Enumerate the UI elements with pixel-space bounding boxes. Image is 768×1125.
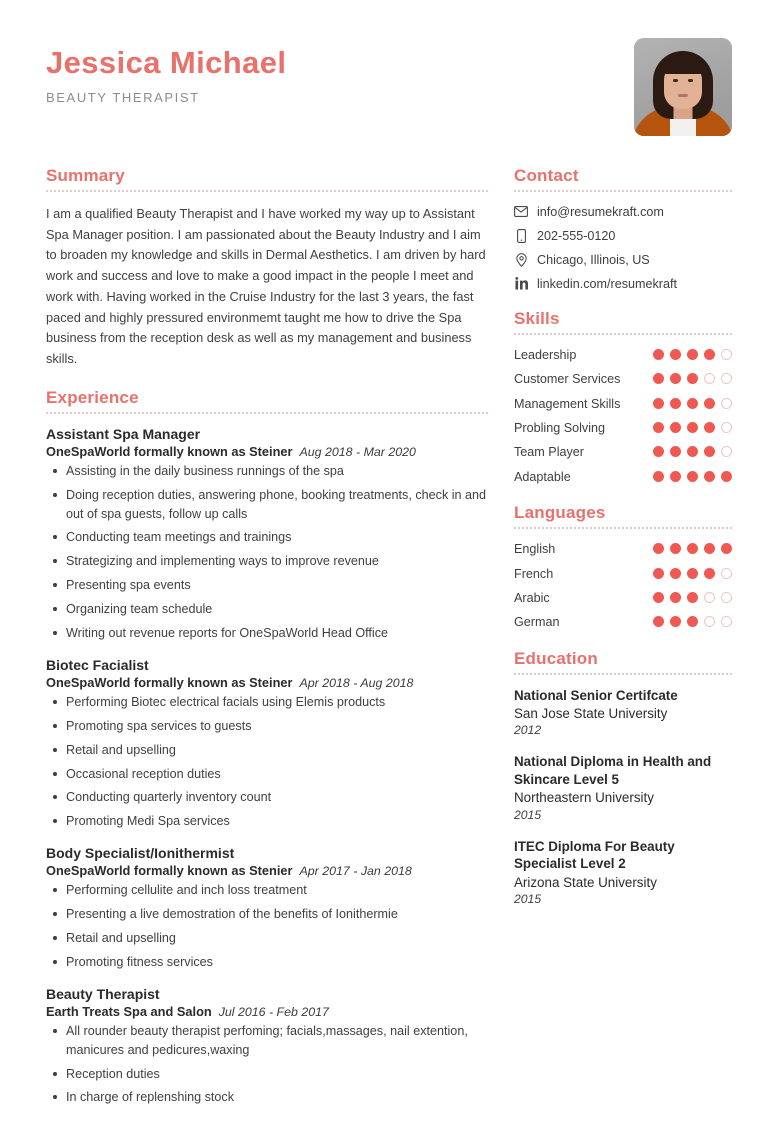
language-label: French: [514, 566, 554, 581]
rating-dot-filled: [704, 422, 715, 433]
section-education: [514, 649, 732, 906]
experience-bullet: Strategizing and implementing ways to improve revenue: [46, 552, 488, 571]
rating-dot-filled: [687, 616, 698, 627]
rating-dot-filled: [653, 373, 664, 384]
section-summary: [46, 166, 488, 370]
avatar-fringe: [661, 56, 705, 74]
experience-role: Beauty Therapist: [46, 985, 160, 1002]
skill-label: Leadership: [514, 348, 577, 362]
education-item: [514, 687, 732, 738]
experience-company: OneSpaWorld formally known as Steiner: [46, 674, 293, 690]
rating-dot-empty: [704, 616, 715, 627]
skills-divider: [514, 332, 732, 335]
experience-item: [46, 657, 488, 831]
rating-dot-filled: [670, 422, 681, 433]
rating-dot-filled: [653, 543, 664, 554]
experience-bullet: Doing reception duties, answering phone, booking treatments, check in and out of spa guests, follow up calls: [46, 486, 488, 524]
location-pin-icon: [514, 252, 528, 267]
avatar-eye-left: [673, 79, 678, 82]
rating-dot-filled: [653, 446, 664, 457]
experience-bullet: Performing Biotec electrical facials using Elemis products: [46, 693, 488, 712]
language-label: German: [514, 615, 560, 630]
experience-bullet: Performing cellulite and inch loss treatment: [46, 881, 488, 900]
rating-dot-filled: [670, 568, 681, 579]
experience-item: [46, 986, 488, 1108]
experience-bullet: Reception duties: [46, 1065, 488, 1084]
skill-label: Probling Solving: [514, 421, 606, 436]
rating-dot-filled: [704, 349, 715, 360]
experience-divider: [46, 411, 488, 414]
skill-item: [514, 396, 732, 412]
rating-dot-filled: [653, 616, 664, 627]
rating-dots: [653, 396, 732, 409]
main-column: [46, 166, 488, 1125]
rating-dot-filled: [670, 616, 681, 627]
experience-bullet: Assisting in the daily business runnings of the spa: [46, 462, 488, 481]
education-degree: National Diploma in Health and Skincare Level 5: [514, 754, 712, 787]
rating-dot-filled: [687, 422, 698, 433]
rating-dot-filled: [687, 446, 698, 457]
experience-bullet: Organizing team schedule: [46, 600, 488, 619]
experience-bullet: Writing out revenue reports for OneSpaWorld Head Office: [46, 624, 488, 643]
experience-bullet: Promoting spa services to guests: [46, 717, 488, 736]
linkedin-icon: [514, 276, 528, 291]
rating-dot-filled: [704, 543, 715, 554]
rating-dot-filled: [687, 592, 698, 603]
contact-item[interactable]: [514, 228, 732, 243]
summary-divider: [46, 189, 488, 192]
resume-header: [46, 38, 732, 156]
experience-company: OneSpaWorld formally known as Stenier: [46, 863, 293, 879]
rating-dots: [653, 541, 732, 554]
sidebar-column: [514, 166, 732, 1125]
rating-dot-filled: [704, 398, 715, 409]
avatar: [634, 38, 732, 136]
summary-text: I am a qualified Beauty Therapist and I have worked my way up to Assistant Spa Manager position. I am passionated about the Beauty Industry and I aim to broaden my knowledge and skills in Dermal Aesthetics. I am driven by hard work and success and love to make a good impact in the people I meet and work with. Having worked in the Cruise Industry for the last 3 years, the fast paced and highly pressured environmemt taught me how to drive the Spa business from the reception desk as well as my management and business skills.: [46, 206, 486, 367]
skills-heading: Skills: [514, 309, 560, 328]
education-school: Northeastern University: [514, 790, 654, 806]
rating-dot-filled: [653, 568, 664, 579]
rating-dot-filled: [670, 349, 681, 360]
skill-label: Management Skills: [514, 396, 621, 411]
experience-bullet: Occasional reception duties: [46, 765, 488, 784]
rating-dot-filled: [670, 398, 681, 409]
experience-bullet: Retail and upselling: [46, 741, 488, 760]
experience-role: Assistant Spa Manager: [46, 425, 201, 442]
section-languages: [514, 503, 732, 630]
skill-item: [514, 420, 732, 436]
rating-dot-filled: [687, 349, 698, 360]
rating-dot-filled: [670, 592, 681, 603]
rating-dot-filled: [653, 422, 664, 433]
experience-bullet-list: [46, 462, 488, 643]
experience-dates: Jul 2016 - Feb 2017: [218, 1004, 329, 1019]
contact-heading: Contact: [514, 166, 579, 185]
page-title: Jessica Michael: [46, 45, 287, 80]
language-item: [514, 566, 732, 582]
rating-dot-filled: [687, 398, 698, 409]
education-list: [514, 687, 732, 906]
experience-bullet: Promoting Medi Spa services: [46, 812, 488, 831]
rating-dot-filled: [704, 446, 715, 457]
contact-value: info@resumekraft.com: [537, 204, 664, 219]
rating-dot-filled: [670, 373, 681, 384]
rating-dot-filled: [687, 568, 698, 579]
education-divider: [514, 672, 732, 675]
avatar-lips: [678, 94, 688, 97]
skills-list: [514, 347, 732, 485]
rating-dot-filled: [670, 446, 681, 457]
contact-divider: [514, 189, 732, 192]
language-item: [514, 614, 732, 630]
section-contact: [514, 166, 732, 291]
education-degree: ITEC Diploma For Beauty Specialist Level 2: [514, 838, 675, 872]
rating-dots: [653, 566, 732, 579]
envelope-icon: [514, 204, 528, 219]
rating-dot-filled: [670, 471, 681, 482]
rating-dots: [653, 420, 732, 433]
contact-value: linkedin.com/resumekraft: [537, 276, 677, 291]
rating-dots: [653, 371, 732, 384]
rating-dot-filled: [721, 471, 732, 482]
skill-label: Customer Services: [514, 372, 621, 387]
experience-bullet: Conducting quarterly inventory count: [46, 788, 488, 807]
experience-role: Biotec Facialist: [46, 656, 149, 673]
experience-bullet-list: [46, 881, 488, 972]
experience-role: Body Specialist/Ionithermist: [46, 845, 235, 862]
contact-item[interactable]: [514, 276, 732, 291]
education-year: 2015: [514, 891, 542, 906]
skill-item: [514, 444, 732, 460]
education-school: San Jose State University: [514, 706, 668, 722]
experience-dates: Aug 2018 - Mar 2020: [299, 444, 416, 459]
education-year: 2012: [514, 723, 542, 738]
skill-label: Team Player: [514, 445, 584, 460]
experience-bullet: Retail and upselling: [46, 929, 488, 948]
education-item: [514, 838, 732, 906]
languages-list: [514, 541, 732, 630]
experience-company: OneSpaWorld formally known as Steiner: [46, 443, 293, 459]
rating-dot-filled: [653, 349, 664, 360]
rating-dot-filled: [670, 543, 681, 554]
education-item: [514, 753, 732, 821]
rating-dot-empty: [704, 592, 715, 603]
experience-meta: [46, 1004, 488, 1019]
rating-dot-empty: [721, 446, 732, 457]
header-job-title: BEAUTY THERAPIST: [46, 90, 200, 106]
experience-item: [46, 426, 488, 643]
experience-list: [46, 426, 488, 1108]
contact-item[interactable]: [514, 204, 732, 219]
contact-list: [514, 204, 732, 291]
rating-dot-filled: [721, 543, 732, 554]
rating-dot-filled: [687, 471, 698, 482]
contact-value: Chicago, Illinois, US: [537, 252, 650, 267]
language-item: [514, 541, 732, 557]
section-experience: [46, 388, 488, 1108]
phone-icon: [514, 228, 528, 243]
contact-item[interactable]: [514, 252, 732, 267]
rating-dot-empty: [721, 592, 732, 603]
rating-dot-empty: [721, 568, 732, 579]
experience-item: [46, 845, 488, 972]
education-heading: Education: [514, 648, 598, 668]
experience-bullet: Conducting team meetings and trainings: [46, 528, 488, 547]
skill-label: Adaptable: [514, 469, 571, 484]
rating-dot-empty: [721, 616, 732, 627]
language-label: English: [514, 542, 556, 557]
experience-bullet: Presenting spa events: [46, 576, 488, 595]
rating-dots: [653, 614, 732, 627]
resume-body: [46, 166, 732, 1125]
section-skills: [514, 309, 732, 485]
education-degree: National Senior Certifcate: [514, 687, 678, 703]
rating-dot-filled: [653, 398, 664, 409]
skill-item: [514, 371, 732, 387]
contact-value: 202-555-0120: [537, 228, 616, 243]
rating-dot-filled: [704, 471, 715, 482]
education-year: 2015: [514, 807, 542, 822]
rating-dot-empty: [704, 373, 715, 384]
experience-meta: [46, 863, 488, 878]
rating-dots: [653, 590, 732, 603]
education-school: Arizona State University: [514, 874, 657, 890]
experience-meta: [46, 444, 488, 459]
experience-heading: Experience: [46, 387, 139, 407]
experience-dates: Apr 2018 - Aug 2018: [299, 675, 414, 690]
rating-dots: [653, 469, 732, 482]
experience-meta: [46, 675, 488, 690]
summary-heading: Summary: [46, 166, 125, 185]
rating-dot-empty: [721, 373, 732, 384]
rating-dot-filled: [687, 373, 698, 384]
rating-dot-filled: [704, 568, 715, 579]
skill-item: [514, 347, 732, 363]
experience-bullet: All rounder beauty therapist perfoming; facials,massages, nail extention, manicures and pedicures,waxing: [46, 1022, 488, 1060]
experience-company: Earth Treats Spa and Salon: [46, 1003, 212, 1019]
language-item: [514, 590, 732, 606]
name-block: [46, 38, 286, 105]
experience-bullet-list: [46, 1022, 488, 1108]
languages-divider: [514, 526, 732, 529]
experience-bullet: In charge of replenshing stock: [46, 1088, 488, 1107]
rating-dot-filled: [653, 471, 664, 482]
rating-dot-empty: [721, 349, 732, 360]
rating-dots: [653, 444, 732, 457]
rating-dot-filled: [653, 592, 664, 603]
rating-dot-filled: [687, 543, 698, 554]
experience-bullet-list: [46, 693, 488, 831]
experience-dates: Apr 2017 - Jan 2018: [299, 864, 412, 879]
rating-dot-empty: [721, 422, 732, 433]
avatar-eye-right: [688, 79, 693, 82]
languages-heading: Languages: [514, 503, 606, 523]
experience-bullet: Promoting fitness services: [46, 953, 488, 972]
rating-dots: [653, 347, 732, 360]
rating-dot-empty: [721, 398, 732, 409]
language-label: Arabic: [514, 590, 550, 605]
skill-item: [514, 469, 732, 485]
experience-bullet: Presenting a live demostration of the benefits of Ionithermie: [46, 905, 488, 924]
